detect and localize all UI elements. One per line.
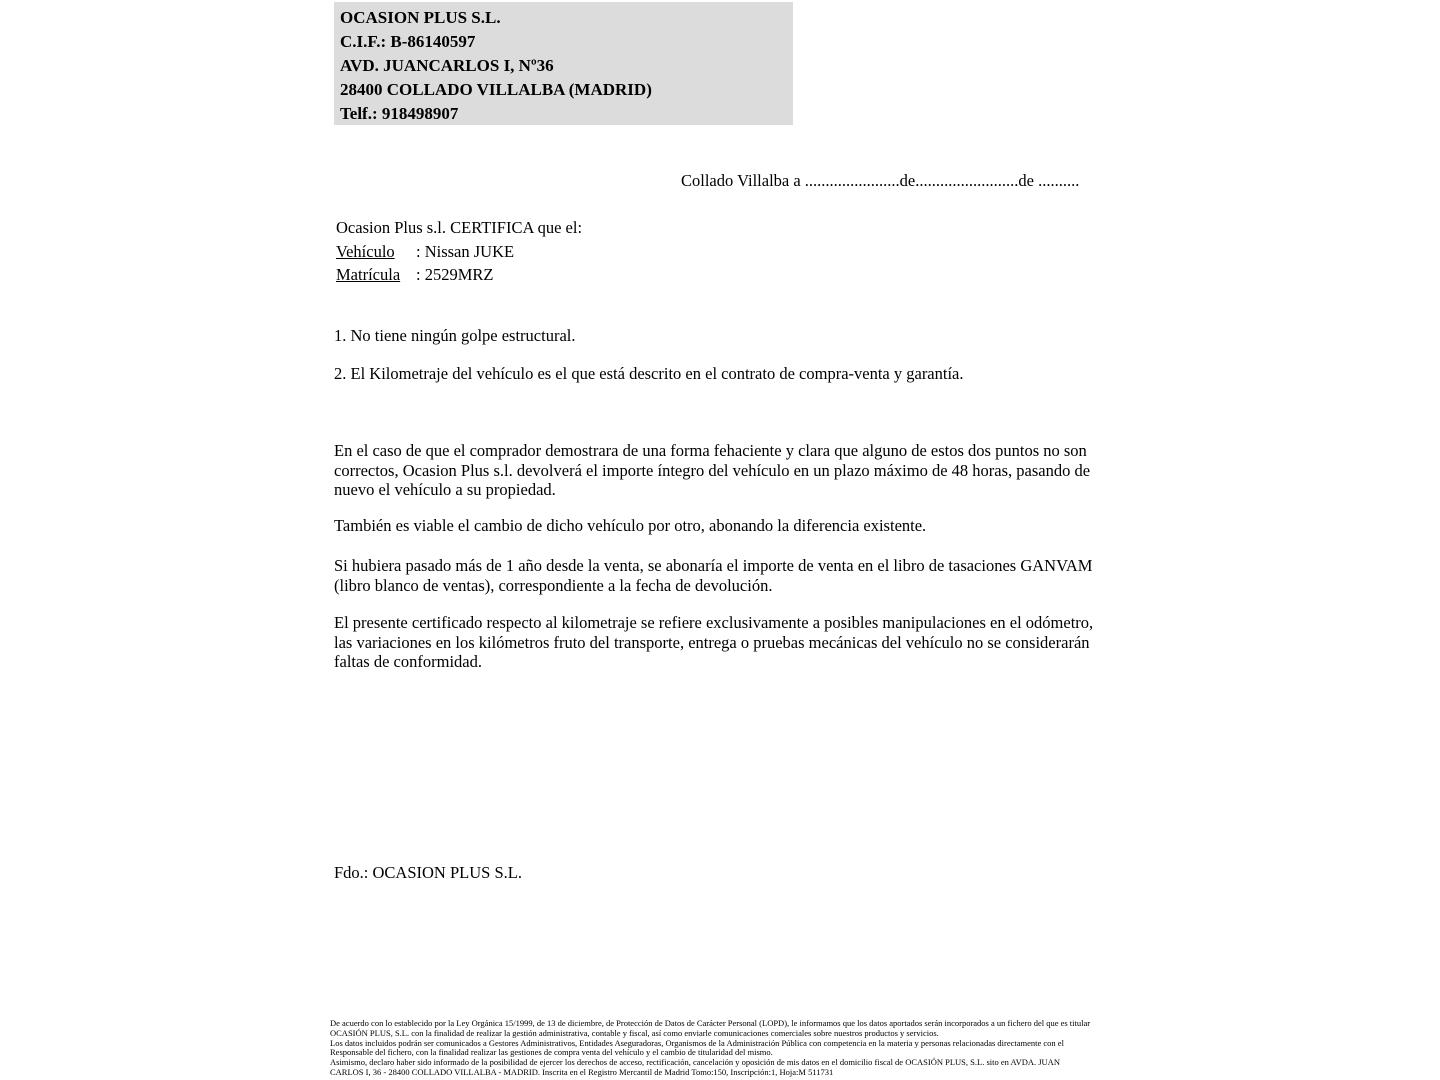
plate-label-cell <box>336 263 416 287</box>
condition-point-2: 2. El Kilometraje del vehículo es el que está descrito en el contrato de compra-venta y garantía. <box>334 364 964 383</box>
footer-line: Los datos incluidos podrán ser comunicados a Gestores Administrativos, Entidades Aseguradoras, Organismos de la Administración Pública con competencia en la materia y personas relacionadas directamente con el <box>330 1037 1064 1048</box>
vehicle-label-cell <box>336 240 416 264</box>
company-name: OCASION PLUS S.L. <box>340 8 501 27</box>
plate-label: Matrícula <box>336 265 401 284</box>
company-cif: C.I.F.: B-86140597 <box>340 32 476 51</box>
footer-line: CARLOS I, 36 - 28400 COLLADO VILLALBA - MADRID. Inscrita en el Registro Mercantil de Madrid Tomo:150, Inscripción:1, Hoja:M 511731 <box>330 1066 834 1077</box>
ganvam-paragraph: Si hubiera pasado más de 1 año desde la venta, se abonaría el importe de venta en el libro de tasaciones GANVAM (libro blanco de ventas), correspondiente a la fecha de devolución. <box>334 556 1093 595</box>
date-line: Collado Villalba a .......................de.........................de .......... <box>681 171 1080 190</box>
certificate-block <box>336 216 582 287</box>
footer-line: OCASIÓN PLUS, S.L. con la finalidad de realizar la gestión administrativa, contable y fiscal, así como enviarle comunicaciones comerciales sobre nuestros productos y servicios. <box>330 1027 939 1038</box>
footer-line: De acuerdo con lo establecido por la Ley Orgánica 15/1999, de 13 de diciembre, de Protección de Datos de Carácter Personal (LOPD), le informamos que los datos aportados serán incorporados a un fichero del que es titular <box>330 1018 1091 1028</box>
odometer-paragraph: El presente certificado respecto al kilometraje se refiere exclusivamente a posibles manipulaciones en el odómetro, las variaciones en los kilómetros fruto del transporte, entrega o pruebas mecánicas del vehículo no se considerarán faltas de conformidad. <box>334 613 1094 672</box>
refund-paragraph: En el caso de que el comprador demostrara de una forma fehaciente y clara que alguno de estos dos puntos no son correctos, Ocasion Plus s.l. devolverá el importe íntegro del vehículo en un plazo máximo de 48 horas, pasando de nuevo el vehículo a su propiedad. <box>334 441 1091 500</box>
condition-point-1: 1. No tiene ningún golpe estructural. <box>334 326 576 345</box>
vehicle-label: Vehículo <box>336 241 395 261</box>
plate-row <box>336 263 582 287</box>
footer-line: Responsable del fichero, con la finalidad realizar las gestiones de compra venta del vehículo y el cambio de titularidad del mismo. <box>330 1047 773 1058</box>
vehicle-value: : Nissan JUKE <box>416 241 515 261</box>
exchange-paragraph: También es viable el cambio de dicho vehículo por otro, abonando la diferencia existente. <box>334 516 927 535</box>
company-phone: Telf.: 918498907 <box>340 104 459 123</box>
legal-footer <box>330 1019 1120 1078</box>
company-address: AVD. JUANCARLOS I, Nº36 <box>340 56 554 75</box>
vehicle-row <box>336 240 582 264</box>
company-header-box <box>334 2 793 125</box>
certify-intro: Ocasion Plus s.l. CERTIFICA que el: <box>336 218 583 237</box>
company-city: 28400 COLLADO VILLALBA (MADRID) <box>340 80 652 99</box>
signature-line: Fdo.: OCASION PLUS S.L. <box>334 863 522 882</box>
plate-value: : 2529MRZ <box>416 265 494 284</box>
footer-line: Asimismo, declaro haber sido informado de la posibilidad de ejercer los derechos de acceso, rectificación, cancelación y oposición de mis datos en el domicilio fiscal de OCASIÓN PLUS, S.L. sito en AVDA. JUAN <box>330 1057 1060 1068</box>
